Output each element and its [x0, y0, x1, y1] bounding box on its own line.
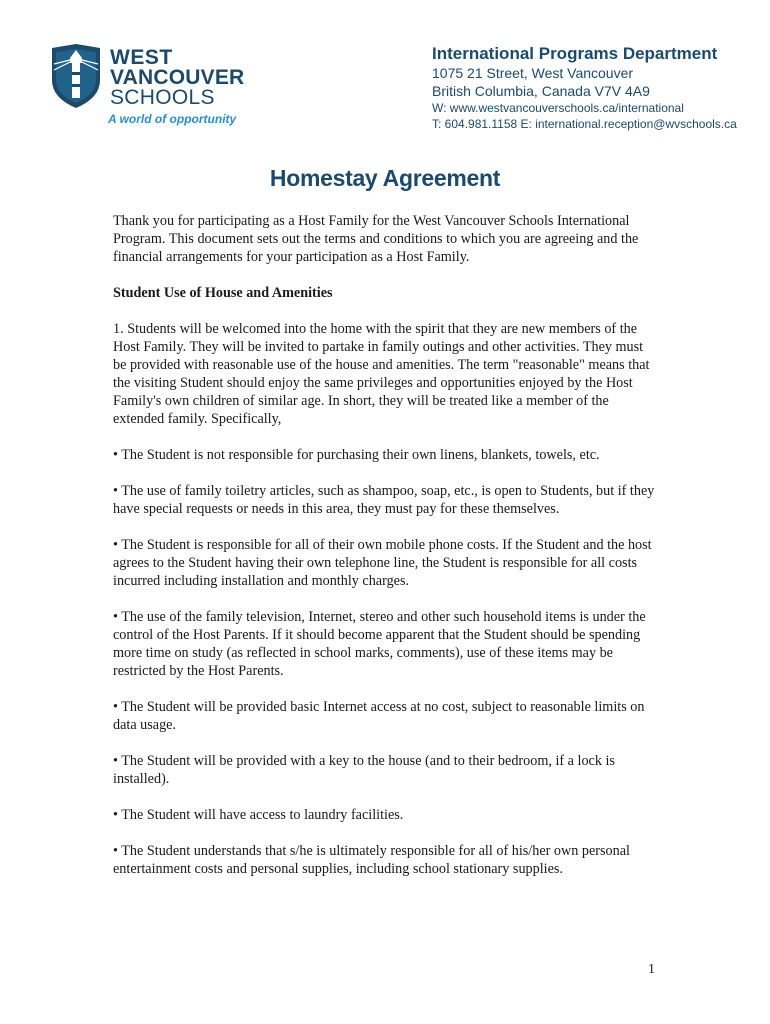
bullet-item: • The Student will be provided with a key to the house (and to their bedroom, if a lock is installed).	[113, 753, 615, 787]
intro-paragraph: Thank you for participating as a Host Family for the West Vancouver Schools International Program. This document sets out the terms and conditions to which you are agreeing and the financial arrangements for your participation as a Host Family.	[113, 213, 639, 265]
section-heading: Student Use of House and Amenities	[113, 285, 333, 301]
logo-line-vancouver: VANCOUVER	[110, 66, 245, 89]
document-title: Homestay Agreement	[269, 165, 501, 191]
logo-wordmark	[110, 48, 244, 108]
logo-tagline: A world of opportunity	[108, 112, 237, 126]
department-address-line2: British Columbia, Canada V7V 4A9	[432, 83, 650, 99]
department-address-line1: 1075 21 Street, West Vancouver	[432, 65, 634, 81]
bullet-item: • The Student will be provided basic Internet access at no cost, subject to reasonable limits on data usage.	[113, 699, 645, 733]
bullet-item: • The Student will have access to laundry facilities.	[113, 807, 404, 823]
school-logo	[50, 44, 250, 128]
page-number: 1	[648, 962, 655, 977]
department-website: W: www.westvancouverschools.ca/international	[432, 101, 684, 115]
bullet-item: • The Student understands that s/he is ultimately responsible for all of his/her own personal entertainment costs and personal supplies, including school stationary supplies.	[113, 843, 630, 877]
lighthouse-shield-icon	[50, 44, 102, 108]
department-title: International Programs Department	[432, 44, 718, 63]
document-body	[113, 212, 658, 896]
department-header	[432, 44, 737, 132]
department-contact: T: 604.981.1158 E: international.reception@wvschools.ca	[432, 117, 737, 131]
bullet-item: • The use of the family television, Internet, stereo and other such household items is under the control of the Host Parents. If it should become apparent that the Student should be spending more time on study (as reflected in school marks, comments), use of these items may be restricted by the Host Parents.	[113, 609, 646, 679]
bullet-item: • The Student is not responsible for purchasing their own linens, blankets, towels, etc.	[113, 447, 600, 463]
logo-line-west: WEST	[110, 46, 173, 69]
logo-line-schools: SCHOOLS	[110, 86, 215, 109]
bullet-item: • The use of family toiletry articles, such as shampoo, soap, etc., is open to Students, but if they have special requests or needs in this area, they must pay for these themselves.	[113, 483, 655, 517]
bullet-item: • The Student is responsible for all of their own mobile phone costs. If the Student and the host agrees to the Student having their own telephone line, the Student is responsible for all costs incurred including installation and monthly charges.	[113, 537, 652, 589]
paragraph-1: 1. Students will be welcomed into the home with the spirit that they are new members of the Host Family. They will be invited to partake in family outings and other activities. They must be provided with reasonable use of the house and amenities. The term "reasonable" means that the visiting Student should enjoy the same privileges and opportunities enjoyed by the Host Family's own children of similar age. In short, they will be treated like a member of the extended family. Specifically,	[113, 321, 650, 427]
